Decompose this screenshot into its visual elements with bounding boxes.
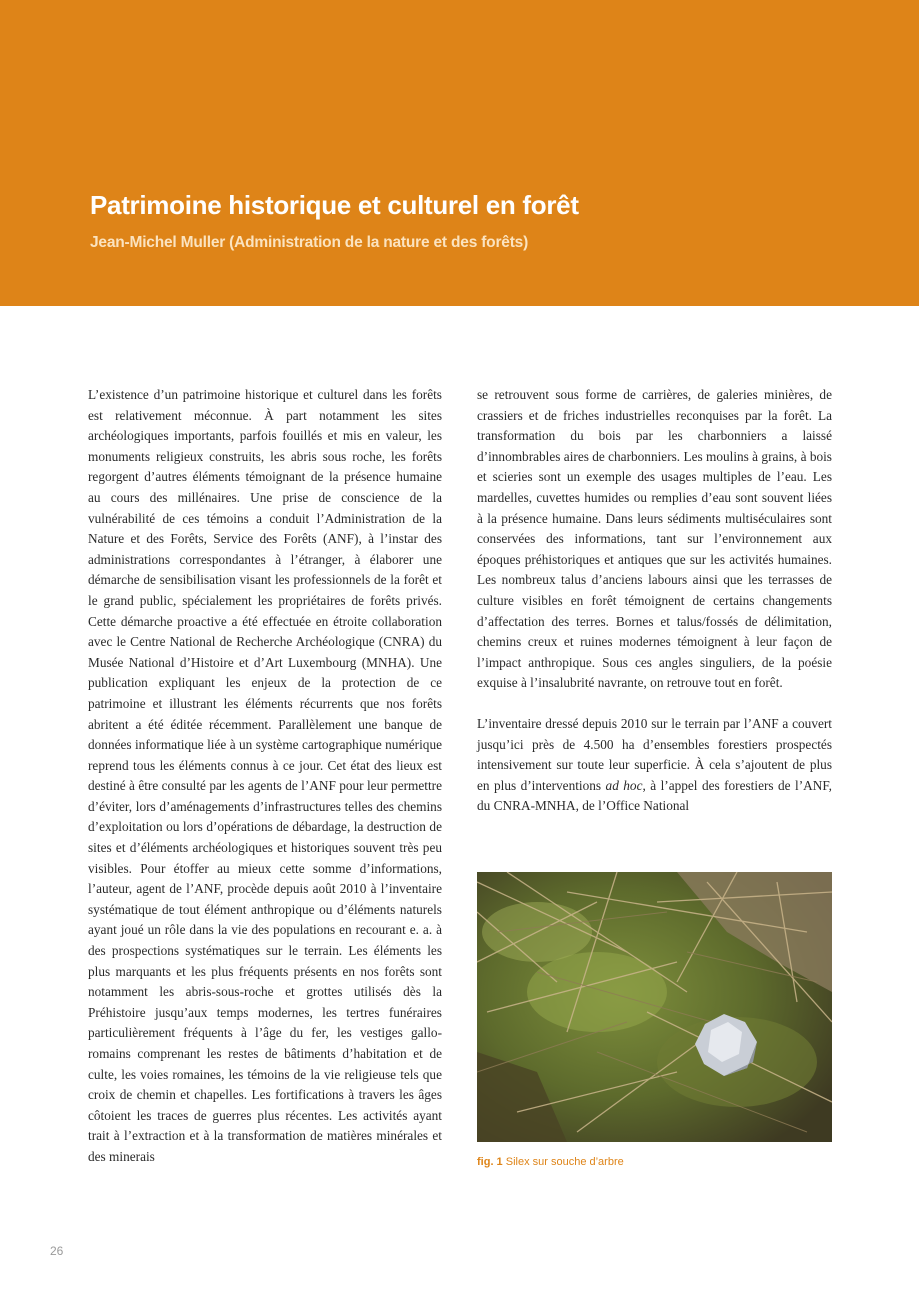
figure-caption-text: Silex sur souche d’arbre bbox=[505, 1156, 624, 1168]
header-band bbox=[0, 0, 919, 306]
italic-term: ad hoc bbox=[605, 777, 643, 793]
text-column-left bbox=[88, 385, 442, 1168]
page-title: Patrimoine historique et culturel en forêt bbox=[90, 190, 579, 220]
author-line: Jean-Michel Muller (Administration de la nature et des forêts) bbox=[90, 234, 529, 251]
figure-caption bbox=[477, 1156, 624, 1168]
paragraph: se retrouvent sous forme de carrières, de galeries minières, de crassiers et de friches industrielles reconquises par la forêt. La transformation du bois par les charbonniers a laissé d’innombrables aires de charbonniers. Les moulins à grains, à bois et scieries sont un exemple des usages multiples de l’eau. Les mardelles, cuvettes humides ou remplies d’eau sont souvent liées à la présence humaine. Dans leurs sédiments multiséculaires sont conservées des informations, tant sur l’environnement aux époques préhistoriques et antiques que sur les activités humaines. Les nombreux talus d’anciens labours ainsi que les terrasses de culture visibles en forêt témoignent de certains changements d’affectation des terres. Bornes et talus/fossés de délimitation, chemins creux et ruines modernes témoignent à leur façon de l’impact anthropique. Sous ces angles singuliers, de la poésie exquise à l’insalubrité navrante, on retrouve tout en forêt. bbox=[477, 387, 832, 691]
figure-number: fig. 1 bbox=[477, 1156, 503, 1168]
paragraph-text: , à l’appel des forestiers de l’ANF, du CNRA-MNHA, de l’Office National bbox=[477, 777, 832, 814]
text-column-right bbox=[477, 385, 832, 817]
paragraph: L’existence d’un patrimoine historique et culturel dans les forêts est relativement méconnue. À part notamment les sites archéologiques importants, parfois fouillés et mis en valeur, les monuments religieux construits, les abris sous roche, les forêts regorgent d’autres éléments témoignant de la présence humaine au cours des millénaires. Une prise de conscience de la vulnérabilité de ces témoins a conduit l’Administration de la Nature et des Forêts, Service des Forêts (ANF), à l’instar des administrations correspondantes à l’étranger, à élaborer une démarche de sensibilisation visant les professionnels de la forêt et le grand public, spécialement les propriétaires de forêts privés. Cette démarche proactive a été effectuée en étroite collaboration avec le Centre National de Recherche Archéologique (CNRA) du Musée National d’Histoire et d’Art Luxembourg (MNHA). Une publication expliquant les enjeux de la protection de ce patrimoine et illustrant les éléments récurrents que nos forêts abritent a été éditée récemment. Parallèlement une banque de données informatique liée à un système cartographique numérique reprend tous les éléments connus à ce jour. Cet état des lieux est destiné à être consulté par les agents de l’ANF pour leur permettre d’éviter, lors d’aménagements d’infrastructures telles des chemins d’exploitation ou lors d’opérations de débardage, la destruction de sites et d’éléments archéologiques et historiques souvent très peu visibles. Pour étoffer au mieux cette somme d’informations, l’auteur, agent de l’ANF, procède depuis août 2010 à l’inventaire systématique de tout élément anthropique ou d’éléments naturels ayant joué un rôle dans la vie des populations en recourant e. a. à des prospections systématiques sur le terrain. Les éléments les plus marquants et les plus fréquents présents en nos forêts sont notamment les abris-sous-roche et grottes utilisés dès la Préhistoire jusqu’aux temps modernes, les tertres funéraires particulièrement fréquents à l’âge du fer, les vestiges gallo-romains comprenant les restes de bâtiments d’habitation et de culte, les voies romaines, les témoins de la vie religieuse tels que croix de chemin et chapelles. Les fortifications à travers les âges côtoient les traces de guerres plus récentes. Les activités ayant trait à l’extraction et à la transformation de matières minérales et des minerais bbox=[88, 387, 442, 1164]
paragraph bbox=[477, 714, 832, 817]
paragraph-text: L’inventaire dressé depuis 2010 sur le terrain par l’ANF a couvert jusqu’ici près de 4.500 ha d’ensembles forestiers prospectés intensivement sur toute leur superficie. À cela s’ajoutent de plus en plus d’interventions bbox=[477, 715, 832, 793]
photo-flint-on-stump bbox=[477, 872, 832, 1142]
figure-photo bbox=[477, 872, 832, 1142]
page-number: 26 bbox=[50, 1244, 64, 1258]
